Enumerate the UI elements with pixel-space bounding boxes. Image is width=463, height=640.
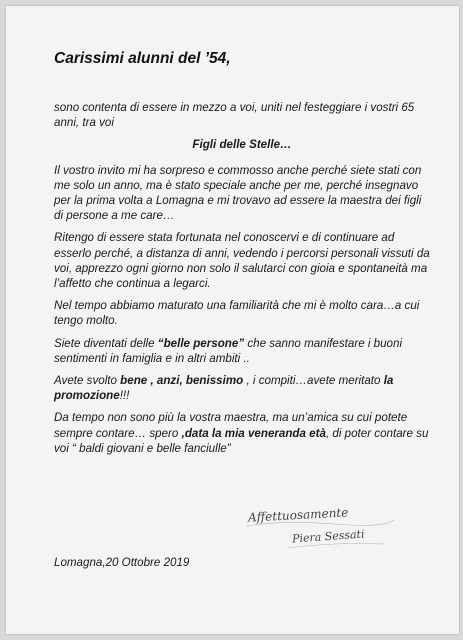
- text-span: Avete svolto: [54, 374, 121, 388]
- bold-span: bene , anzi, benissimo: [120, 374, 244, 388]
- text-span: Da tempo non sono più la vostra maestra, ma un’amica su cui potete sempre contare… spero: [54, 411, 408, 440]
- text-span: , di poter contare su voi “ baldi giovani e belle fanciulle”: [54, 426, 429, 455]
- bold-span: ,data la mia veneranda età: [181, 426, 326, 440]
- text-span: , i compiti…avete meritato: [243, 374, 384, 388]
- signature-line-1: Affettuosamente: [247, 505, 349, 525]
- paragraph-promozione: [54, 373, 430, 403]
- paragraph-familiarity: Nel tempo abbiamo maturato una familiarità che mi è molto cara…a cui tengo molto.: [54, 299, 420, 328]
- paragraph-belle-persone: [54, 336, 430, 366]
- handwritten-signature: [244, 506, 404, 554]
- text-span: Siete diventati delle: [54, 336, 158, 350]
- paragraph-fortune: Ritengo di essere stata fortunata nel conoscervi e di continuare ad esserlo perché, a distanza di anni, vedendo i percorsi personali vissuti da voi, apprezzo ogni giorno non solo il salutarci con gioia e spontaneità ma l’affetto che continua a legarci.: [54, 231, 430, 291]
- bold-span: la promozione: [54, 374, 394, 403]
- paragraph-invite: Il vostro invito mi ha sorpreso e commosso anche perché siete stati con me solo un anno, ma è stato speciale anche per me, perché insegnavo per la prima volta a Lomagna e mi trovavo ad essere la maestra dei figli di persone a me care…: [54, 163, 422, 223]
- text-span: che sanno manifestare i buoni sentimenti in famiglia e in altri ambiti ..: [54, 336, 403, 365]
- text-span: !!!: [119, 389, 130, 403]
- letter-body: [54, 100, 430, 463]
- letter-date: Lomagna,20 Ottobre 2019: [54, 556, 190, 569]
- paragraph-closing: [54, 410, 430, 456]
- letter-salutation: Carissimi alunni del ’54,: [54, 50, 231, 67]
- letter-page: [6, 6, 459, 634]
- paragraph-intro: sono contenta di essere in mezzo a voi, uniti nel festeggiare i vostri 65 anni, tra voi: [54, 101, 415, 130]
- bold-span: “belle persone”: [157, 336, 245, 350]
- signature-line-2: Piera Sessati: [291, 527, 365, 546]
- paragraph-title: Figli delle Stelle…: [192, 138, 292, 152]
